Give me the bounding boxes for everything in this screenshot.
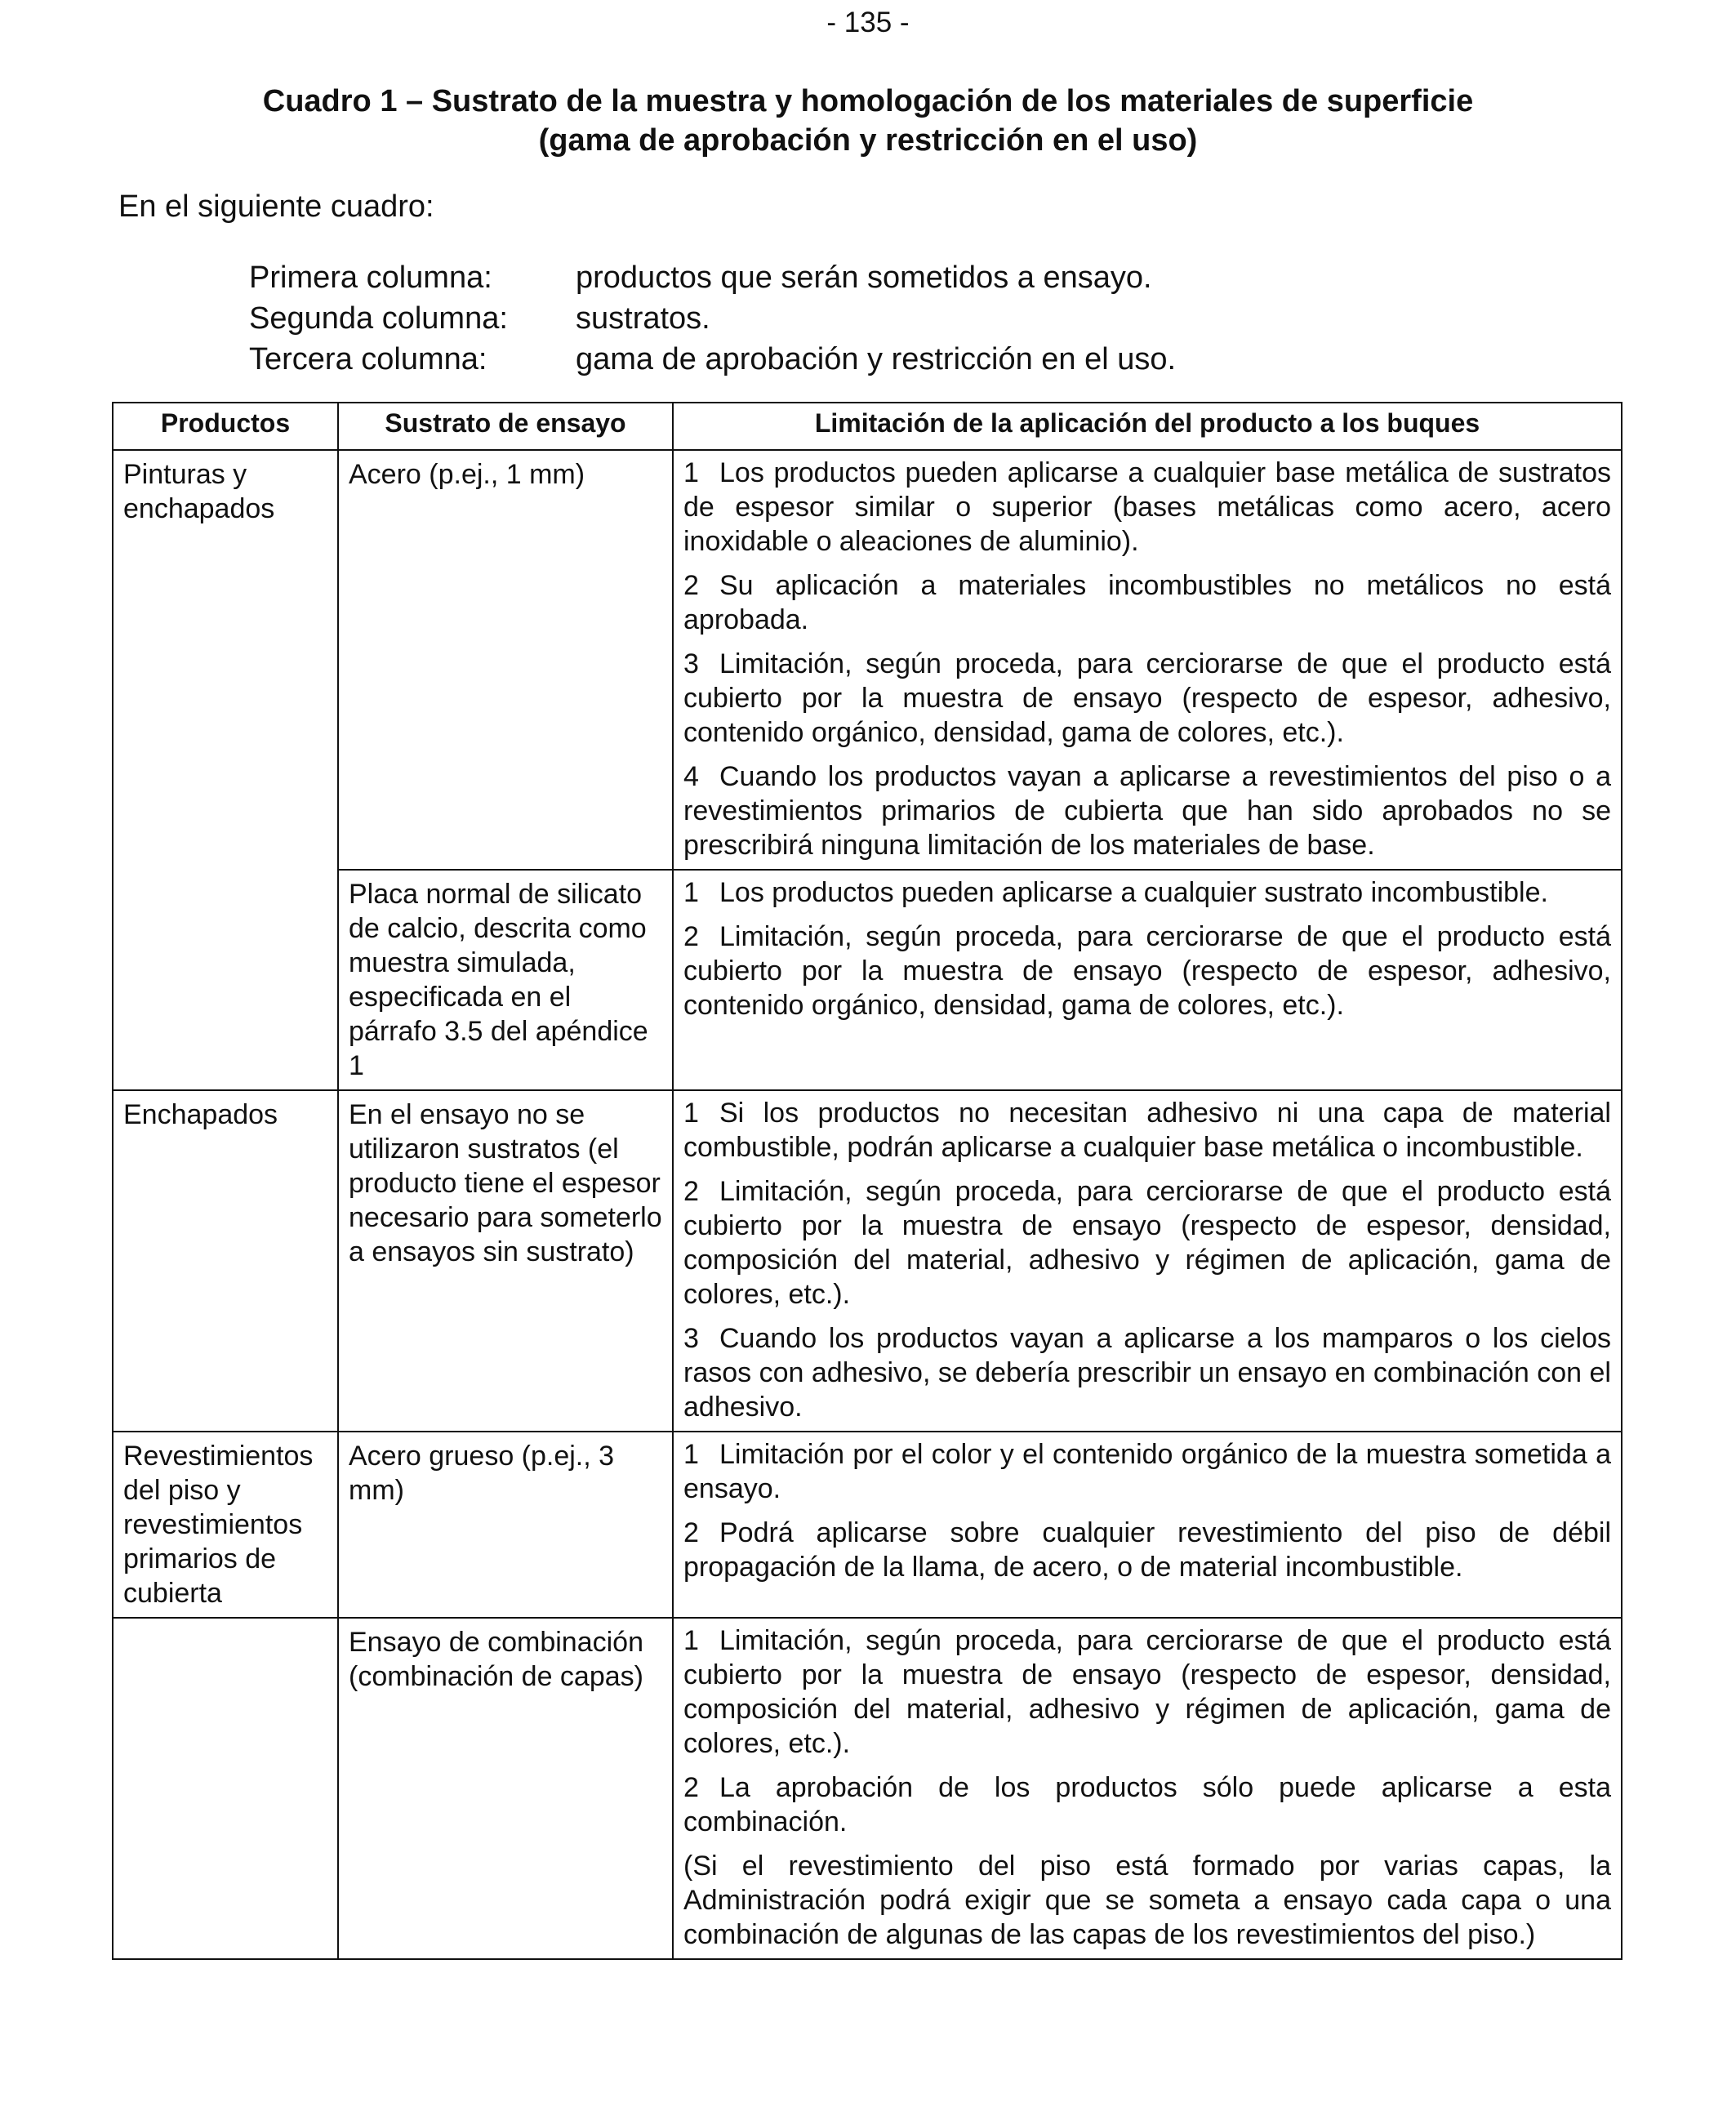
- limitation-number: 2: [683, 1517, 699, 1548]
- limitation-number: 2: [683, 1176, 699, 1207]
- limitation-item: [683, 1516, 1611, 1584]
- limitation-text: Si los productos no necesitan adhesivo ni una capa de material combustible, podrán aplicarse a cualquier base metálica o incombustible.: [683, 1098, 1611, 1163]
- limitation-item: [683, 647, 1611, 750]
- limitation-cell: [673, 1090, 1622, 1432]
- limitation-number: 3: [683, 648, 699, 679]
- limitation-number: 2: [683, 921, 699, 952]
- limitation-number: 1: [683, 457, 699, 488]
- product-cell: Pinturas y enchapados: [113, 450, 338, 1090]
- limitation-cell: [673, 1432, 1622, 1618]
- column-label: Segunda columna:: [249, 301, 508, 336]
- limitation-item: [683, 875, 1611, 910]
- limitation-text: Cuando los productos vayan a aplicarse a revestimientos del piso o a revestimientos primarios de cubierta que han sido aprobados no se prescribirá ninguna limitación de los materiales de base.: [683, 761, 1611, 861]
- limitation-number: 2: [683, 570, 699, 601]
- approval-table: [112, 402, 1622, 1960]
- limitation-number: 1: [683, 1439, 699, 1470]
- limitation-number: 1: [683, 1625, 699, 1656]
- column-description: sustratos.: [576, 301, 710, 336]
- limitation-item: [683, 1174, 1611, 1312]
- limitation-number: 3: [683, 1323, 699, 1354]
- table-title: [0, 82, 1736, 160]
- table-row: [113, 450, 1622, 870]
- limitation-text: Podrá aplicarse sobre cualquier revestimiento del piso de débil propagación de la llama, de acero, o de material incombustible.: [683, 1517, 1611, 1583]
- limitation-cell: [673, 1618, 1622, 1959]
- limitation-text: Los productos pueden aplicarse a cualquier sustrato incombustible.: [719, 877, 1548, 908]
- limitation-text: La aprobación de los productos sólo puede aplicarse a esta combinación.: [683, 1772, 1611, 1837]
- limitation-text: Limitación, según proceda, para cerciorarse de que el producto está cubierto por la muestra de ensayo (respecto de espesor, densidad, composición del material, adhesivo y régimen de aplicación, gama de colores, etc.).: [683, 1625, 1611, 1759]
- limitation-text: Su aplicación a materiales incombustibles no metálicos no está aprobada.: [683, 570, 1611, 635]
- substrate-cell: Placa normal de silicato de calcio, descrita como muestra simulada, especificada en el párrafo 3.5 del apéndice 1: [338, 870, 673, 1090]
- limitation-item: [683, 1849, 1611, 1952]
- columns-legend-row: [249, 339, 1176, 380]
- table-row: [113, 1618, 1622, 1959]
- table-row: [113, 1432, 1622, 1618]
- limitation-text: Limitación, según proceda, para cerciorarse de que el producto está cubierto por la muestra de ensayo (respecto de espesor, densidad, composición del material, adhesivo y régimen de aplicación, gama de colores, etc.).: [683, 1176, 1611, 1310]
- limitation-cell: [673, 450, 1622, 870]
- substrate-cell: En el ensayo no se utilizaron sustratos (el producto tiene el espesor necesario para someterlo a ensayos sin sustrato): [338, 1090, 673, 1432]
- header-limitation: Limitación de la aplicación del producto a los buques: [673, 403, 1622, 450]
- limitation-item: [683, 759, 1611, 862]
- limitation-number: 1: [683, 877, 699, 908]
- limitation-item: [683, 1321, 1611, 1424]
- limitation-item: [683, 920, 1611, 1022]
- limitation-cell: [673, 870, 1622, 1090]
- page-number: - 135 -: [826, 7, 910, 38]
- columns-legend: [249, 257, 1176, 380]
- limitation-text: Limitación, según proceda, para cerciorarse de que el producto está cubierto por la muestra de ensayo (respecto de espesor, adhesivo, contenido orgánico, densidad, gama de colores, etc.).: [683, 648, 1611, 748]
- limitation-text: Cuando los productos vayan a aplicarse a los mamparos o los cielos rasos con adhesivo, se debería prescribir un ensayo en combinación con el adhesivo.: [683, 1323, 1611, 1423]
- substrate-cell: Ensayo de combinación (combinación de capas): [338, 1618, 673, 1959]
- limitation-number: 1: [683, 1098, 699, 1129]
- columns-legend-row: [249, 298, 1176, 339]
- title-line-1: Cuadro 1 – Sustrato de la muestra y homologación de los materiales de superficie: [262, 84, 1474, 118]
- limitation-item: [683, 568, 1611, 637]
- substrate-cell: Acero grueso (p.ej., 3 mm): [338, 1432, 673, 1618]
- column-description: gama de aprobación y restricción en el uso.: [576, 342, 1177, 376]
- header-substrate: Sustrato de ensayo: [338, 403, 673, 450]
- limitation-item: [683, 1437, 1611, 1506]
- limitation-item: [683, 1770, 1611, 1839]
- column-description: productos que serán sometidos a ensayo.: [576, 261, 1152, 295]
- limitation-text: Limitación, según proceda, para cerciorarse de que el producto está cubierto por la muestra de ensayo (respecto de espesor, adhesivo, contenido orgánico, densidad, gama de colores, etc.).: [683, 921, 1611, 1021]
- table-row: [113, 1090, 1622, 1432]
- header-products: Productos: [113, 403, 338, 450]
- limitation-number: 4: [683, 761, 699, 792]
- columns-legend-row: [249, 257, 1176, 298]
- table-row: [113, 870, 1622, 1090]
- column-label: Primera columna:: [249, 261, 492, 295]
- limitation-item: [683, 456, 1611, 559]
- limitation-text: (Si el revestimiento del piso está formado por varias capas, la Administración podrá exigir que se someta a ensayo cada capa o una combinación de algunas de las capas de los revestimientos del piso.): [683, 1851, 1611, 1950]
- substrate-cell: Acero (p.ej., 1 mm): [338, 450, 673, 870]
- product-cell: Revestimientos del piso y revestimientos primarios de cubierta: [113, 1432, 338, 1618]
- product-cell: Enchapados: [113, 1090, 338, 1432]
- column-label: Tercera columna:: [249, 342, 487, 376]
- limitation-item: [683, 1623, 1611, 1761]
- limitation-text: Limitación por el color y el contenido orgánico de la muestra sometida a ensayo.: [683, 1439, 1611, 1504]
- table-header-row: [113, 403, 1622, 450]
- product-cell: [113, 1618, 338, 1959]
- limitation-item: [683, 1096, 1611, 1165]
- limitation-text: Los productos pueden aplicarse a cualquier base metálica de sustratos de espesor similar o superior (bases metálicas como acero, acero inoxidable o aleaciones de aluminio).: [683, 457, 1611, 557]
- title-line-2: (gama de aprobación y restricción en el uso): [538, 123, 1198, 158]
- intro-text: En el siguiente cuadro:: [118, 189, 434, 224]
- limitation-number: 2: [683, 1772, 699, 1803]
